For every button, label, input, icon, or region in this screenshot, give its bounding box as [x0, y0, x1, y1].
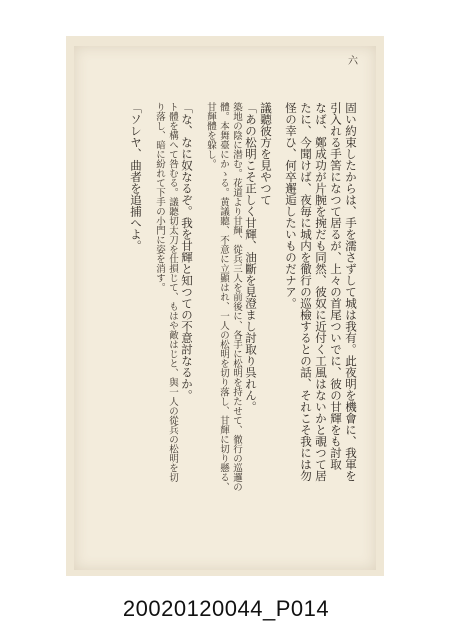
text-column: 甘輝體を躱し。: [205, 102, 216, 169]
column-gap: [143, 102, 153, 522]
text-column: 議聽彼方を見やつて: [259, 102, 273, 206]
image-id-caption: 20020120044_P014: [122, 596, 330, 621]
column-gap: [273, 102, 283, 522]
text-column: なば、鄭成功が片腕を捥だも同然、彼奴に近付く工風はないかと覗つて居: [314, 102, 328, 482]
text-column: 固い約束したからは、手を濡さずして城は我有。此夜明を機會に、我軍を: [344, 102, 358, 482]
text-column: 「あの松明こそ正しく甘輝、油斷を見澄まし討取り呉れん。: [244, 102, 258, 413]
text-column: 怪の幸ひ、何卒邂逅したいものだナア。: [284, 102, 298, 309]
text-column: ト體を構へて咎むる。議聽切太刀を仕損じて、もはや敵はじと、與一人の從兵の松明を切: [167, 102, 178, 482]
text-column: 「な、なに奴なるぞ。我を甘輝と知つての不意討なるか。: [180, 102, 194, 401]
text-column: 「ソレヤ、曲者を追捕へよ。: [129, 102, 143, 252]
text-column: 體。本舞臺にかゝる。黄議聽、不意に立顯はれ、一人の松明を切り落し、甘輝に切り懸る、: [218, 102, 229, 492]
page-number: 六: [348, 56, 358, 67]
text-column: 築地の陰に潜む。花道より甘輝、從兵三人を前後に、各手に松明を持たせて、徹行の巡邏の: [231, 102, 242, 492]
text-column: 引入れる手筈になつて居るが、上々の首尾ついでに、彼の甘輝をも討取: [329, 102, 343, 470]
text-column: たに、今聞けば、夜毎に城内を徹行の巡檢するとの話、それこそ我には勿: [299, 102, 313, 482]
text-columns: [96, 102, 358, 522]
text-column: り落し、暗に紛れて下手の小門に姿を消す。: [154, 102, 165, 292]
column-gap: [194, 102, 204, 522]
